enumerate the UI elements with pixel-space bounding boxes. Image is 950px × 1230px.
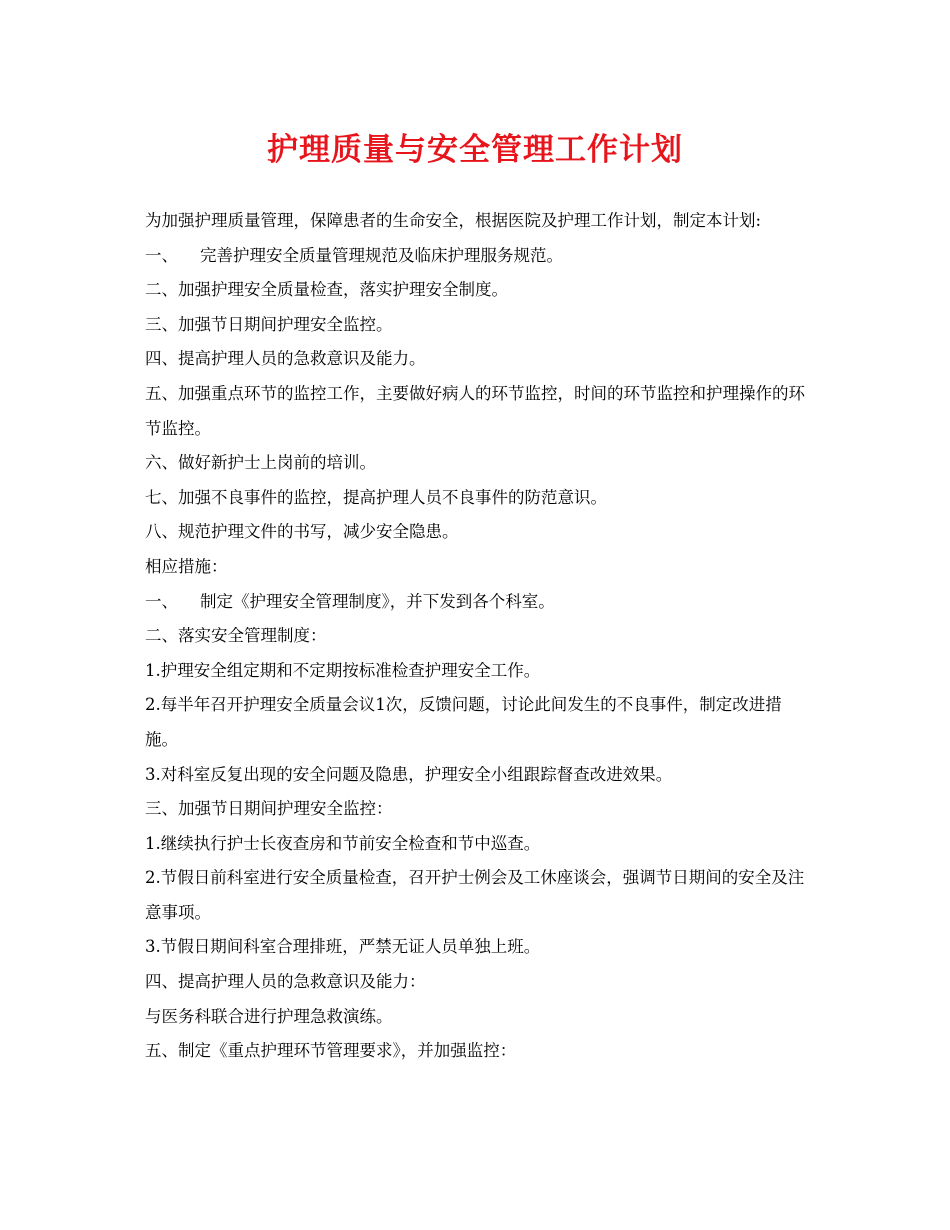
plan-item-5: 五、加强重点环节的监控工作，主要做好病人的环节监控，时间的环节监控和护理操作的环节监控。 xyxy=(145,383,805,438)
measure-1-number: 一、 xyxy=(145,591,178,611)
measure-2-point-3: 3.对科室反复出现的安全问题及隐患，护理安全小组跟踪督查改进效果。 xyxy=(145,764,673,784)
measure-2-point-2: 2.每半年召开护理安全质量会议1次，反馈问题，讨论此间发生的不良事件，制定改进措施。 xyxy=(145,695,782,749)
measure-2-heading: 二、落实安全管理制度： xyxy=(145,626,327,646)
measure-4-heading: 四、提高护理人员的急救意识及能力： xyxy=(145,972,426,992)
intro-paragraph: 为加强护理质量管理，保障患者的生命安全，根据医院及护理工作计划，制定本计划: xyxy=(145,211,762,230)
plan-item-4: 四、提高护理人员的急救意识及能力。 xyxy=(145,349,426,369)
measure-2-point-1: 1.护理安全组定期和不定期按标准检查护理安全工作。 xyxy=(145,660,541,680)
plan-item-7: 七、加强不良事件的监控，提高护理人员不良事件的防范意识。 xyxy=(145,487,607,507)
measure-4-text: 与医务科联合进行护理急救演练。 xyxy=(145,1006,393,1026)
measure-1-text: 制定《护理安全管理制度》，并下发到各个科室。 xyxy=(200,591,555,611)
plan-item-1 xyxy=(145,239,805,274)
plan-item-3: 三、加强节日期间护理安全监控。 xyxy=(145,314,393,334)
plan-item-1-text: 完善护理安全质量管理规范及临床护理服务规范。 xyxy=(200,245,563,265)
document-body xyxy=(145,204,805,1069)
plan-item-8: 八、规范护理文件的书写，减少安全隐患。 xyxy=(145,522,459,542)
document-title: 护理质量与安全管理工作计划 xyxy=(267,132,683,168)
measure-3-point-2: 2.节假日前科室进行安全质量检查，召开护士例会及工休座谈会，强调节日期间的安全及注意事项。 xyxy=(145,868,805,922)
plan-item-6: 六、做好新护士上岗前的培训。 xyxy=(145,453,376,473)
measure-3-heading: 三、加强节日期间护理安全监控： xyxy=(145,799,393,819)
measure-3-point-1: 1.继续执行护士长夜查房和节前安全检查和节中巡查。 xyxy=(145,833,541,853)
plan-item-1-number: 一、 xyxy=(145,245,178,265)
plan-item-2: 二、加强护理安全质量检查，落实护理安全制度。 xyxy=(145,280,508,300)
measures-heading: 相应措施： xyxy=(145,556,228,576)
measure-3-point-3: 3.节假日期间科室合理排班，严禁无证人员单独上班。 xyxy=(145,937,541,957)
measure-5-heading: 五、制定《重点护理环节管理要求》，并加强监控： xyxy=(145,1041,517,1061)
measure-1 xyxy=(145,585,805,620)
